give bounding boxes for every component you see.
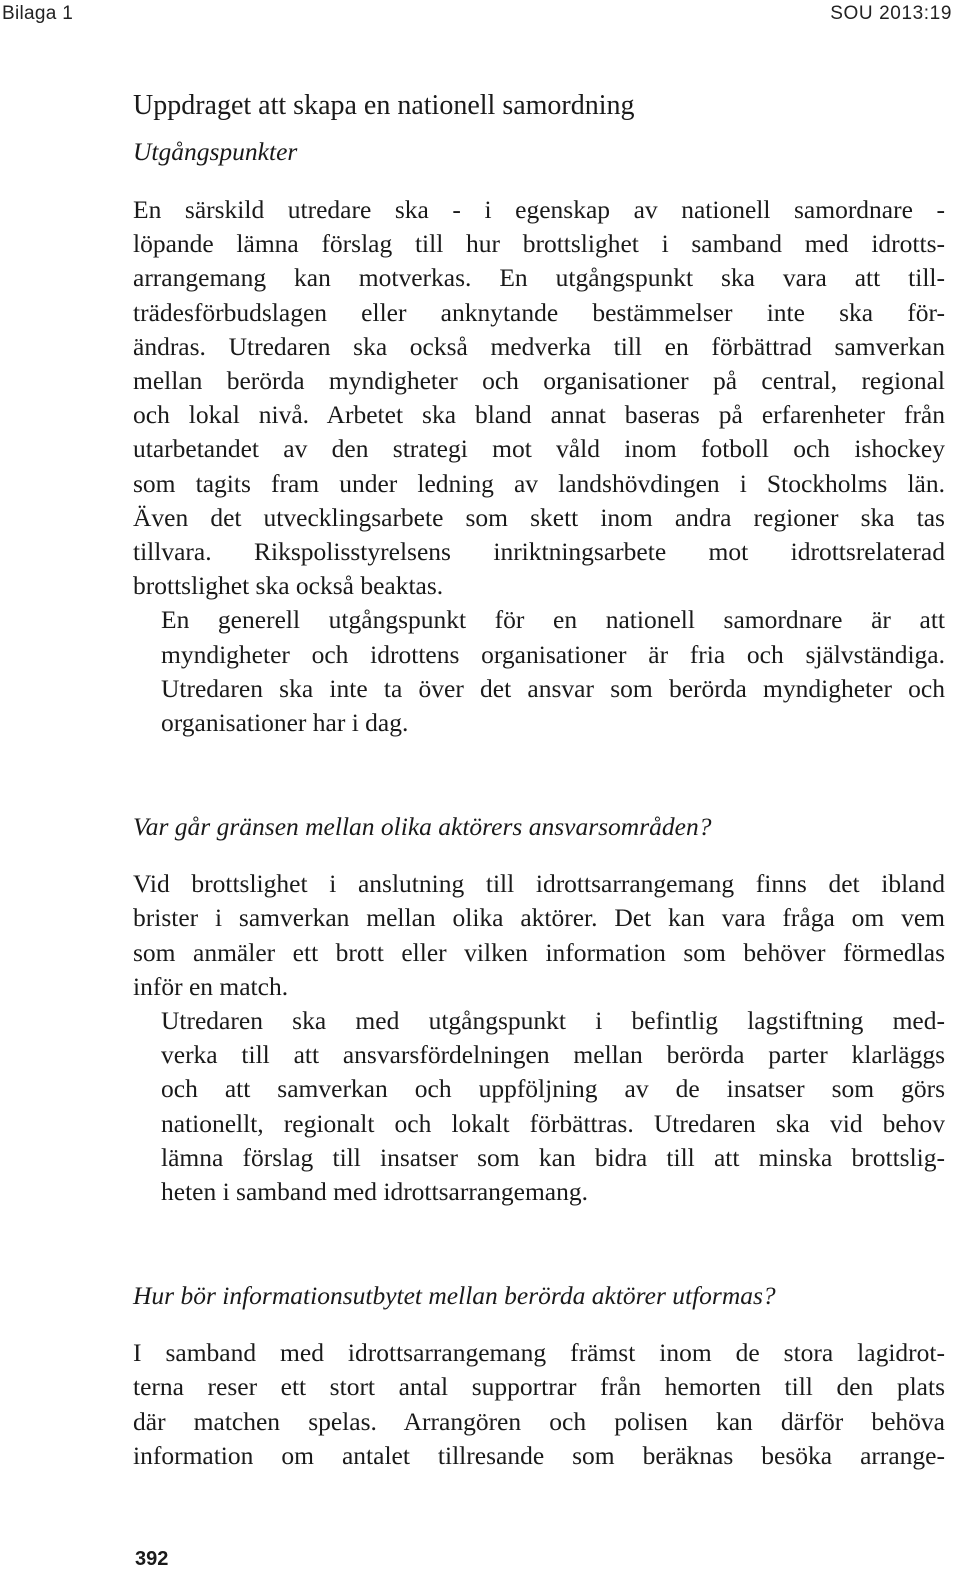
text-line: där matchen spelas. Arrangören och polisen kan därför behöva <box>133 1406 945 1436</box>
paragraph-ansvarsomraden-1 <box>133 867 945 1004</box>
subheading-utgangspunkter: Utgångspunkter <box>133 137 298 166</box>
page-header <box>0 0 960 38</box>
text-line: löpande lämna förslag till hur brottslighet i samband med idrotts- <box>133 229 945 259</box>
text-line: mellan berörda myndigheter och organisationer på central, regional <box>133 366 945 396</box>
text-line: utarbetandet av den strategi mot våld inom fotboll och ishockey <box>133 434 945 464</box>
text-line: brottslighet ska också beaktas. <box>133 571 444 601</box>
text-line: Utredaren ska inte ta över det ansvar som berörda myndigheter och <box>161 673 945 703</box>
text-line: Även det utvecklingsarbete som skett inom andra regioner ska tas <box>133 502 945 532</box>
text-line: och lokal nivå. Arbetet ska bland annat baseras på erfarenheter från <box>133 400 945 430</box>
text-line: organisationer har i dag. <box>161 708 409 738</box>
text-line: verka till att ansvarsfördelningen mellan berörda parter klarläggs <box>161 1040 945 1070</box>
text-line: brister i samverkan mellan olika aktörer. Det kan vara fråga om vem <box>133 903 945 933</box>
page-number: 392 <box>135 1548 169 1570</box>
text-line: tillvara. Rikspolisstyrelsens inriktningsarbete mot idrottsrelaterad <box>133 537 945 567</box>
subheading-ansvarsomraden: Var går gränsen mellan olika aktörers ansvarsområden? <box>133 812 712 842</box>
text-line: terna reser ett stort antal supportrar från hemorten till den plats <box>133 1372 945 1402</box>
paragraph-ansvarsomraden-2 <box>133 1004 945 1209</box>
text-line: Utredaren ska med utgångspunkt i befintlig lagstiftning med- <box>161 1006 945 1036</box>
header-report-id: SOU 2013:19 <box>830 3 952 24</box>
subheading-informationsutbyte: Hur bör informationsutbytet mellan berörda aktörer utformas? <box>133 1281 776 1311</box>
paragraph-informationsutbyte-1 <box>133 1336 945 1473</box>
text-line: I samband med idrottsarrangemang främst inom de stora lagidrot- <box>133 1338 945 1368</box>
text-line: nationellt, regionalt och lokalt förbättras. Utredaren ska vid behov <box>161 1108 945 1138</box>
header-appendix-label: Bilaga 1 <box>2 3 74 24</box>
section-title: Uppdraget att skapa en nationell samordning <box>133 90 635 121</box>
text-line: Vid brottslighet i anslutning till idrottsarrangemang finns det ibland <box>133 869 945 899</box>
paragraph-utgangspunkter-1 <box>133 193 945 603</box>
text-line: lämna förslag till insatser som kan bidra till att minska brottslig- <box>161 1142 945 1172</box>
text-line: En generell utgångspunkt för en nationell samordnare är att <box>161 605 945 635</box>
text-line: myndigheter och idrottens organisationer är fria och självständiga. <box>161 639 945 669</box>
text-line: arrangemang kan motverkas. En utgångspunkt ska vara att till- <box>133 263 945 293</box>
text-line: information om antalet tillresande som beräknas besöka arrange- <box>133 1440 945 1470</box>
text-line: inför en match. <box>133 971 289 1001</box>
text-line: heten i samband med idrottsarrangemang. <box>161 1177 588 1207</box>
text-line: som tagits fram under ledning av landshövdingen i Stockholms län. <box>133 468 945 498</box>
text-line: trädesförbudslagen eller anknytande bestämmelser inte ska för- <box>133 297 945 327</box>
text-line: En särskild utredare ska - i egenskap av nationell samordnare - <box>133 195 945 224</box>
text-line: som anmäler ett brott eller vilken information som behöver förmedlas <box>133 937 945 967</box>
text-line: ändras. Utredaren ska också medverka till en förbättrad samverkan <box>133 331 945 361</box>
document-body <box>133 86 945 1473</box>
paragraph-utgangspunkter-2 <box>133 603 945 740</box>
text-line: och att samverkan och uppföljning av de insatser som görs <box>161 1074 945 1104</box>
